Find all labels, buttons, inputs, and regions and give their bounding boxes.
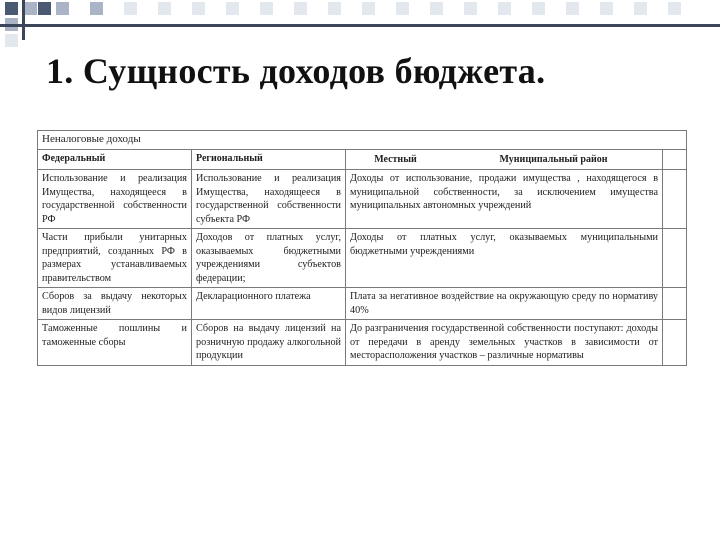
decor-square [192,2,205,15]
decor-square [328,2,341,15]
decor-square [600,2,613,15]
cell-federal: Части прибыли унитарных предприятий, созданных РФ в размерах устанавливаемых правительством [38,229,192,288]
cell-blank [663,229,687,288]
cell-blank [663,320,687,366]
decor-line [22,0,25,40]
decor-line [0,24,720,27]
table-row [38,170,687,229]
decor-square [158,2,171,15]
cell-regional: Декларационного платежа [192,288,346,320]
cell-local: Плата за негативное воздействие на окружающую среду по нормативу 40% [346,288,663,320]
table-row [38,320,687,366]
decor-square [396,2,409,15]
table-row [38,229,687,288]
slide-decoration [0,0,720,40]
decor-square [362,2,375,15]
decor-square [464,2,477,15]
decor-square [5,2,18,15]
cell-local: До разграничения государственной собственности поступают: доходы от передачи в аренду земельных участков в зависимости от месторасположения участков – различные нормативы [346,320,663,366]
cell-federal: Таможенные пошлины и таможенные сборы [38,320,192,366]
col-blank [663,149,687,170]
cell-regional: Сборов на выдачу лицензий на розничную продажу алкогольной продукции [192,320,346,366]
decor-square [566,2,579,15]
page-title: 1. Сущность доходов бюджета. [46,51,546,91]
decor-square [532,2,545,15]
cell-federal: Сборов за выдачу некоторых видов лицензий [38,288,192,320]
cell-federal: Использование и реализация Имущества, находящееся в государственной собственности РФ [38,170,192,229]
cell-regional: Использование и реализация Имущества, находящееся в государственной собственности субъекта РФ [192,170,346,229]
col-regional: Региональный [192,149,346,170]
decor-square [498,2,511,15]
decor-square [260,2,273,15]
table-header-row [38,131,687,150]
decor-square [56,2,69,15]
cell-blank [663,288,687,320]
decor-square [668,2,681,15]
cell-local: Доходы от использование, продажи имущества , находящегося в муниципальной собственности, за исключением имущества муниципальных автономных учреждений [346,170,663,229]
decor-square [226,2,239,15]
decor-square [5,34,18,47]
cell-regional: Доходов от платных услуг, оказываемых бюджетными учреждениями субъектов федерации; [192,229,346,288]
decor-square [90,2,103,15]
col-federal: Федеральный [38,149,192,170]
cell-blank [663,170,687,229]
decor-square [24,2,37,15]
col-local-group [346,149,663,170]
cell-local: Доходы от платных услуг, оказываемых муниципальными бюджетными учреждениями [346,229,663,288]
table-header: Неналоговые доходы [38,131,687,150]
decor-square [38,2,51,15]
column-header-row [38,149,687,170]
table-row [38,288,687,320]
revenue-table [37,130,687,366]
col-local: Местный [374,153,417,165]
decor-square [634,2,647,15]
decor-square [430,2,443,15]
decor-square [294,2,307,15]
decor-square [124,2,137,15]
col-municipal-district: Муниципальный район [499,153,608,165]
